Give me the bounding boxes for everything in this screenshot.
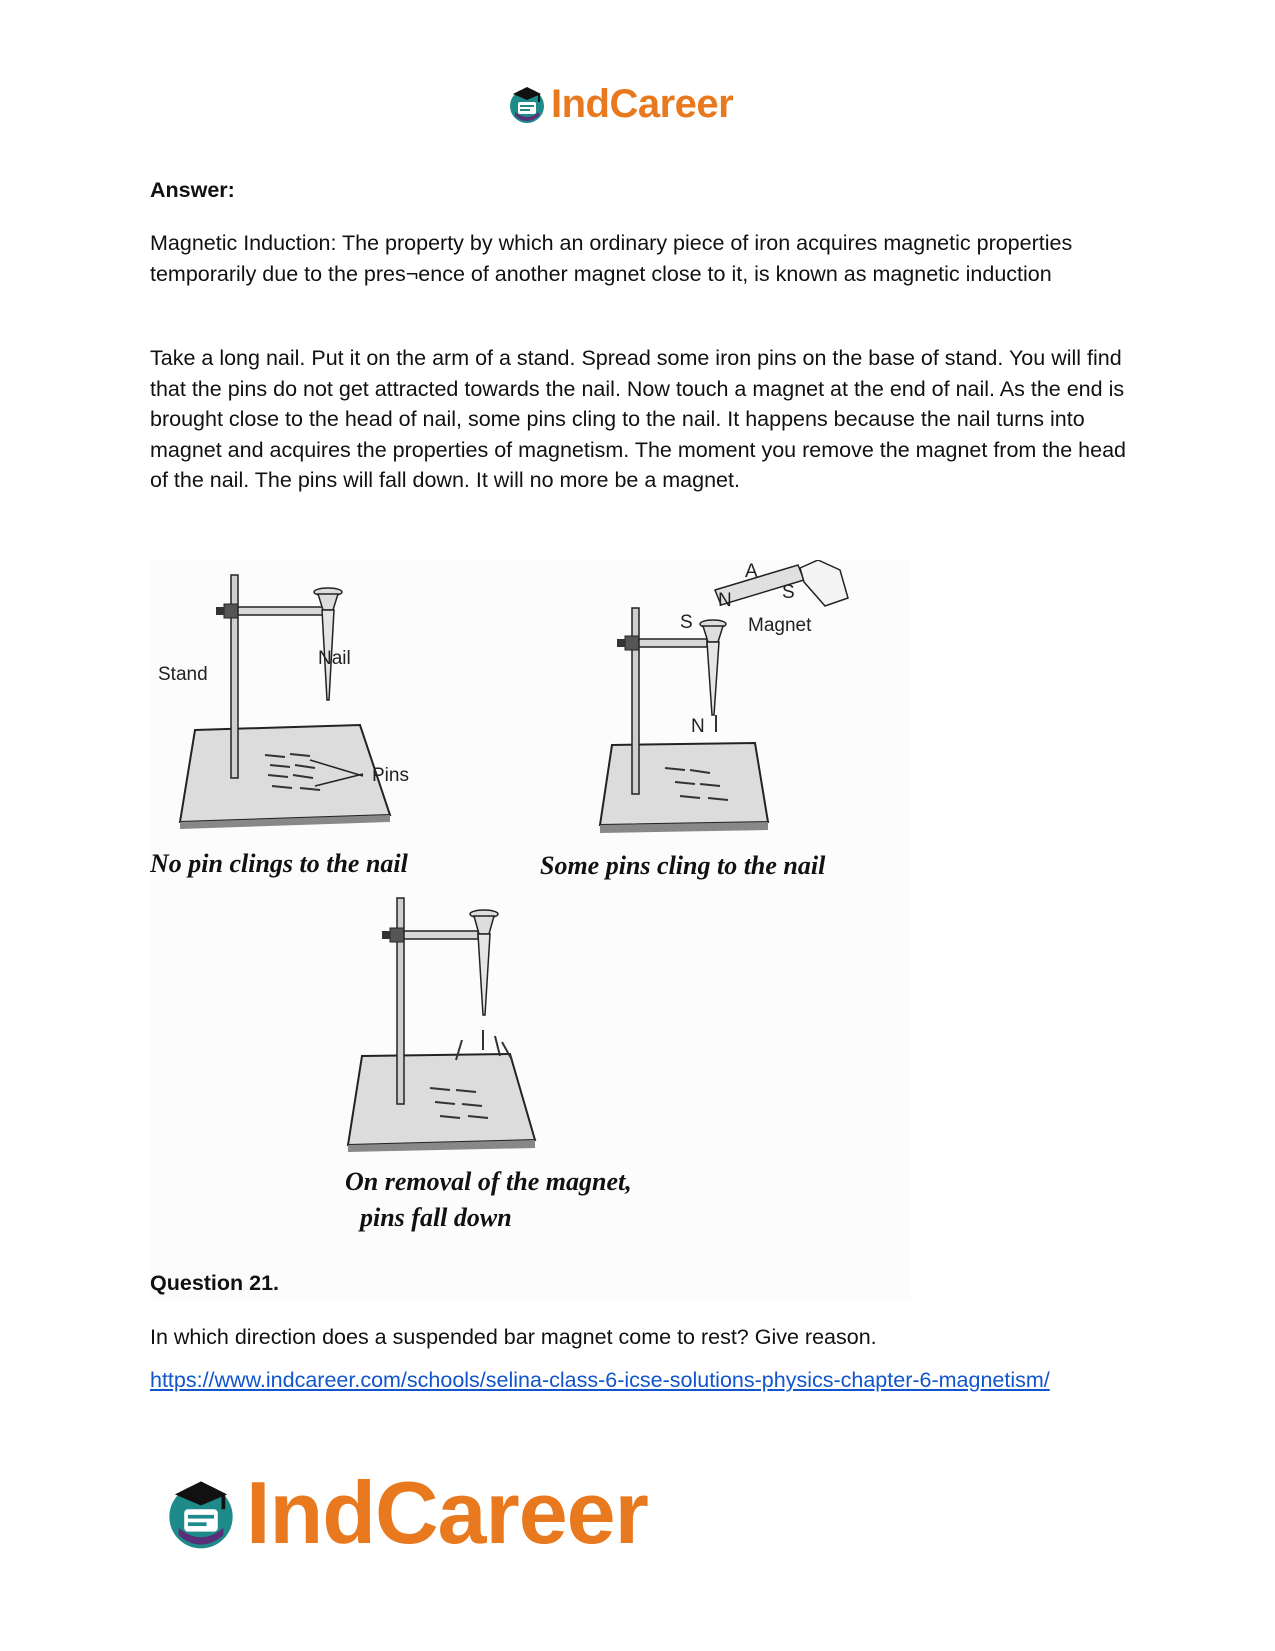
paragraph-definition: Magnetic Induction: The property by which an ordinary piece of iron acquires magnetic properties temporarily due to the pres¬ence of another magnet close to it, is known as magnetic induction <box>150 231 1073 286</box>
answer-heading: Answer: <box>150 178 235 202</box>
label-s-nail: S <box>680 612 693 633</box>
question-text: In which direction does a suspended bar magnet come to rest? Give reason. <box>150 1325 877 1349</box>
logo-text: IndCareer <box>551 81 734 126</box>
label-s-magnet: S <box>782 582 795 603</box>
graduation-cap-globe-icon <box>505 82 549 126</box>
paragraph-experiment: Take a long nail. Put it on the arm of a stand. Spread some iron pins on the base of stand. You will find that the pins do not get attracted towards the nail. Now touch a magnet at the end of nail. As the end is brought close to the head of nail, some pins cling to the nail. It happens because the nail turns into magnet and acquires the properties of magnetism. The moment you remove the magnet from the head of the nail. The pins will fall down. It will no more be a magnet. <box>150 346 1126 492</box>
magnetic-induction-figure <box>150 560 910 1300</box>
header-logo <box>505 80 733 128</box>
question-heading: Question 21. <box>150 1271 280 1295</box>
panel-no-pin-clings <box>150 575 409 878</box>
caption-some-pins-cling: Some pins cling to the nail <box>540 851 826 880</box>
panel-pins-fall-down <box>345 898 632 1232</box>
caption-removal-line-2: pins fall down <box>360 1203 512 1232</box>
label-n-nail: N <box>691 716 705 737</box>
panel-some-pins-cling <box>540 560 848 880</box>
source-link[interactable]: https://www.indcareer.com/schools/selina-class-6-icse-solutions-physics-chapter-6-magnetism/ <box>150 1368 1050 1392</box>
caption-removal-line-1: On removal of the magnet, <box>345 1167 632 1196</box>
label-pins: Pins <box>372 765 409 786</box>
label-a: A <box>745 561 758 582</box>
label-magnet: Magnet <box>748 615 812 636</box>
label-stand: Stand <box>158 664 208 685</box>
caption-no-pin-clings: No pin clings to the nail <box>150 849 408 878</box>
graduation-cap-globe-icon <box>160 1472 242 1554</box>
label-nail: Nail <box>318 648 351 669</box>
footer-logo <box>160 1463 648 1562</box>
logo-text: IndCareer <box>246 1463 648 1562</box>
label-n-magnet: N <box>718 590 732 611</box>
